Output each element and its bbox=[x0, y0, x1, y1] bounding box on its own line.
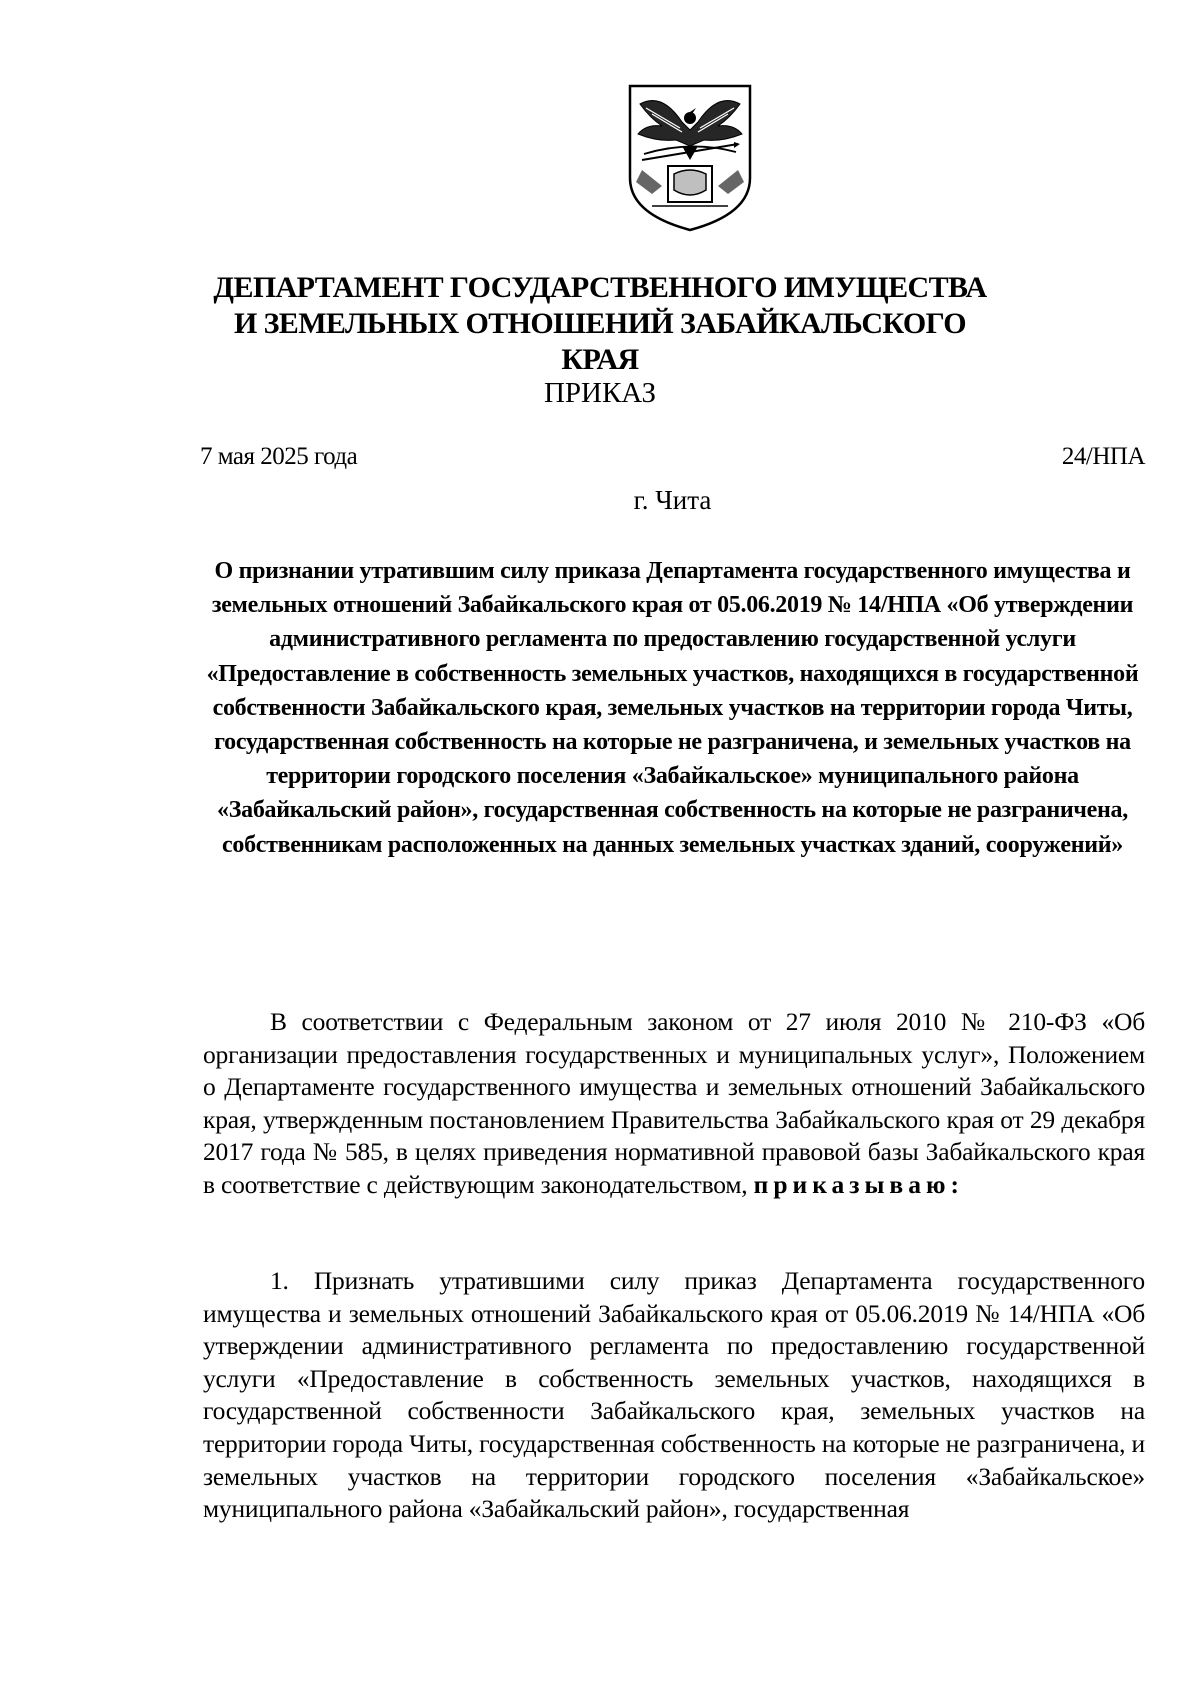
department-title bbox=[200, 270, 1000, 378]
department-title-line-2: И ЗЕМЕЛЬНЫХ ОТНОШЕНИЙ ЗАБАЙКАЛЬСКОГО КРАЯ bbox=[233, 307, 967, 376]
zabaykalsky-krai-coat-of-arms-icon bbox=[622, 82, 758, 232]
document-date: 7 мая 2025 года bbox=[200, 443, 358, 470]
item-1-paragraph bbox=[203, 1265, 1145, 1526]
document-city: г. Чита bbox=[633, 485, 712, 515]
preamble-paragraph bbox=[203, 1006, 1145, 1202]
document-number: 24/НПА bbox=[1061, 443, 1145, 470]
department-title-line-1: ДЕПАРТАМЕНТ ГОСУДАРСТВЕННОГО ИМУЩЕСТВА bbox=[213, 271, 987, 304]
document-type: ПРИКАЗ bbox=[543, 377, 657, 409]
document-subject: О признании утратившим силу приказа Департамента государственного имущества и земельных отношений Забайкальского края от 05.06.2019 № 14/НПА «Об утверждении административного регламента по предоставлению государственной услуги «Предоставление в собственность земельных участков, находящихся в государственной собственности Забайкальского края, земельных участков на территории города Читы, государственная собственность на которые не разграничена, и земельных участков на территории городского поселения «Забайкальское» муниципального района «Забайкальский район», государственная собственность на которые не разграничена, собственникам расположенных на данных земельных участках зданий, сооружений» bbox=[206, 558, 1139, 858]
preamble-text: В соответствии с Федеральным законом от 27 июля 2010 № 210-ФЗ «Об организации предоставления государственных и муниципальных услуг», Положением о Департаменте государственного имущества и земельных отношений Забайкальского края, утвержденным постановлением Правительства Забайкальского края от 29 декабря 2017 года № 585, в целях приведения нормативной правовой базы Забайкальского края в соответствие с действующим законодательством, bbox=[203, 1007, 1145, 1199]
order-word: приказываю: bbox=[753, 1169, 964, 1199]
item-1-text: 1. Признать утратившими силу приказ Департамента государственного имущества и земельных отношений Забайкальского края от 05.06.2019 № 14/НПА «Об утверждении административного регламента по предоставлению государственной услуги «Предоставление в собственность земельных участков, находящихся в государственной собственности Забайкальского края, земельных участков на территории города Читы, государственная собственность на которые не разграничена, и земельных участков на территории городского поселения «Забайкальское» муниципального района «Забайкальский район», государственная bbox=[203, 1266, 1145, 1524]
